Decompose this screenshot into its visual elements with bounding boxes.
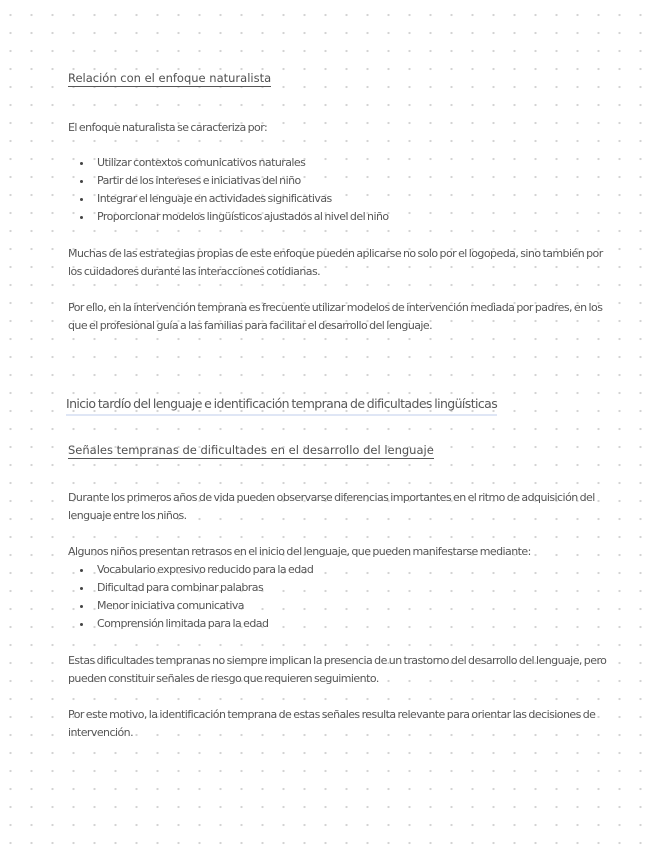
list-item: Integrar el lenguaje en actividades significativas <box>80 190 389 208</box>
list-item: Vocabulario expresivo reducido para la edad <box>80 561 313 579</box>
subheading-early-signs: Señales tempranas de dificultades en el desarrollo del lenguaje <box>68 443 434 457</box>
intro-text: Algunos niños presentan retrasos en el inicio del lenguaje, que pueden manifestarse mediante: <box>68 545 531 558</box>
paragraph-line: Por este motivo, la identificación temprana de estas señales resulta relevante para orientar las decisiones de <box>68 708 596 721</box>
list-item: Utilizar contextos comunicativos naturales <box>80 154 389 172</box>
paragraph-line: Por ello, en la intervención temprana es frecuente utilizar modelos de intervención mediada por padres, en los <box>68 301 603 314</box>
paragraph-line: Estas dificultades tempranas no siempre implican la presencia de un trastorno del desarrollo del lenguaje, pero <box>68 654 607 667</box>
paragraph-line: Muchas de las estrategias propias de este enfoque pueden aplicarse no solo por el logopeda, sino también por <box>68 247 603 260</box>
list-item: Proporcionar modelos lingüísticos ajustados al nivel del niño <box>80 208 389 226</box>
section-heading-naturalistic-approach: Relación con el enfoque naturalista <box>68 71 272 85</box>
paragraph-line: lenguaje entre los niños. <box>68 509 187 522</box>
list-item: Partir de los intereses e iniciativas del niño <box>80 172 389 190</box>
early-difficulties-list <box>80 561 313 633</box>
section-title-late-language-onset: Inicio tardío del lenguaje e identificación temprana de dificultades lingüísticas <box>66 394 497 416</box>
paragraph-line: pueden constituir señales de riesgo que requieren seguimiento. <box>68 672 379 685</box>
paragraph-line: Durante los primeros años de vida pueden observarse diferencias importantes en el ritmo de adquisición del <box>68 491 595 504</box>
list-item: Menor iniciativa comunicativa <box>80 597 313 615</box>
paragraph-line: los cuidadores durante las interacciones cotidianas. <box>68 265 321 278</box>
list-item: Dificultad para combinar palabras <box>80 579 313 597</box>
paragraph-line: intervención. <box>68 726 134 739</box>
naturalistic-features-list <box>80 154 389 226</box>
intro-text: El enfoque naturalista se caracteriza por: <box>68 121 268 134</box>
list-item: Comprensión limitada para la edad <box>80 615 313 633</box>
paragraph-line: que el profesional guía a las familias para facilitar el desarrollo del lenguaje. <box>68 319 433 332</box>
